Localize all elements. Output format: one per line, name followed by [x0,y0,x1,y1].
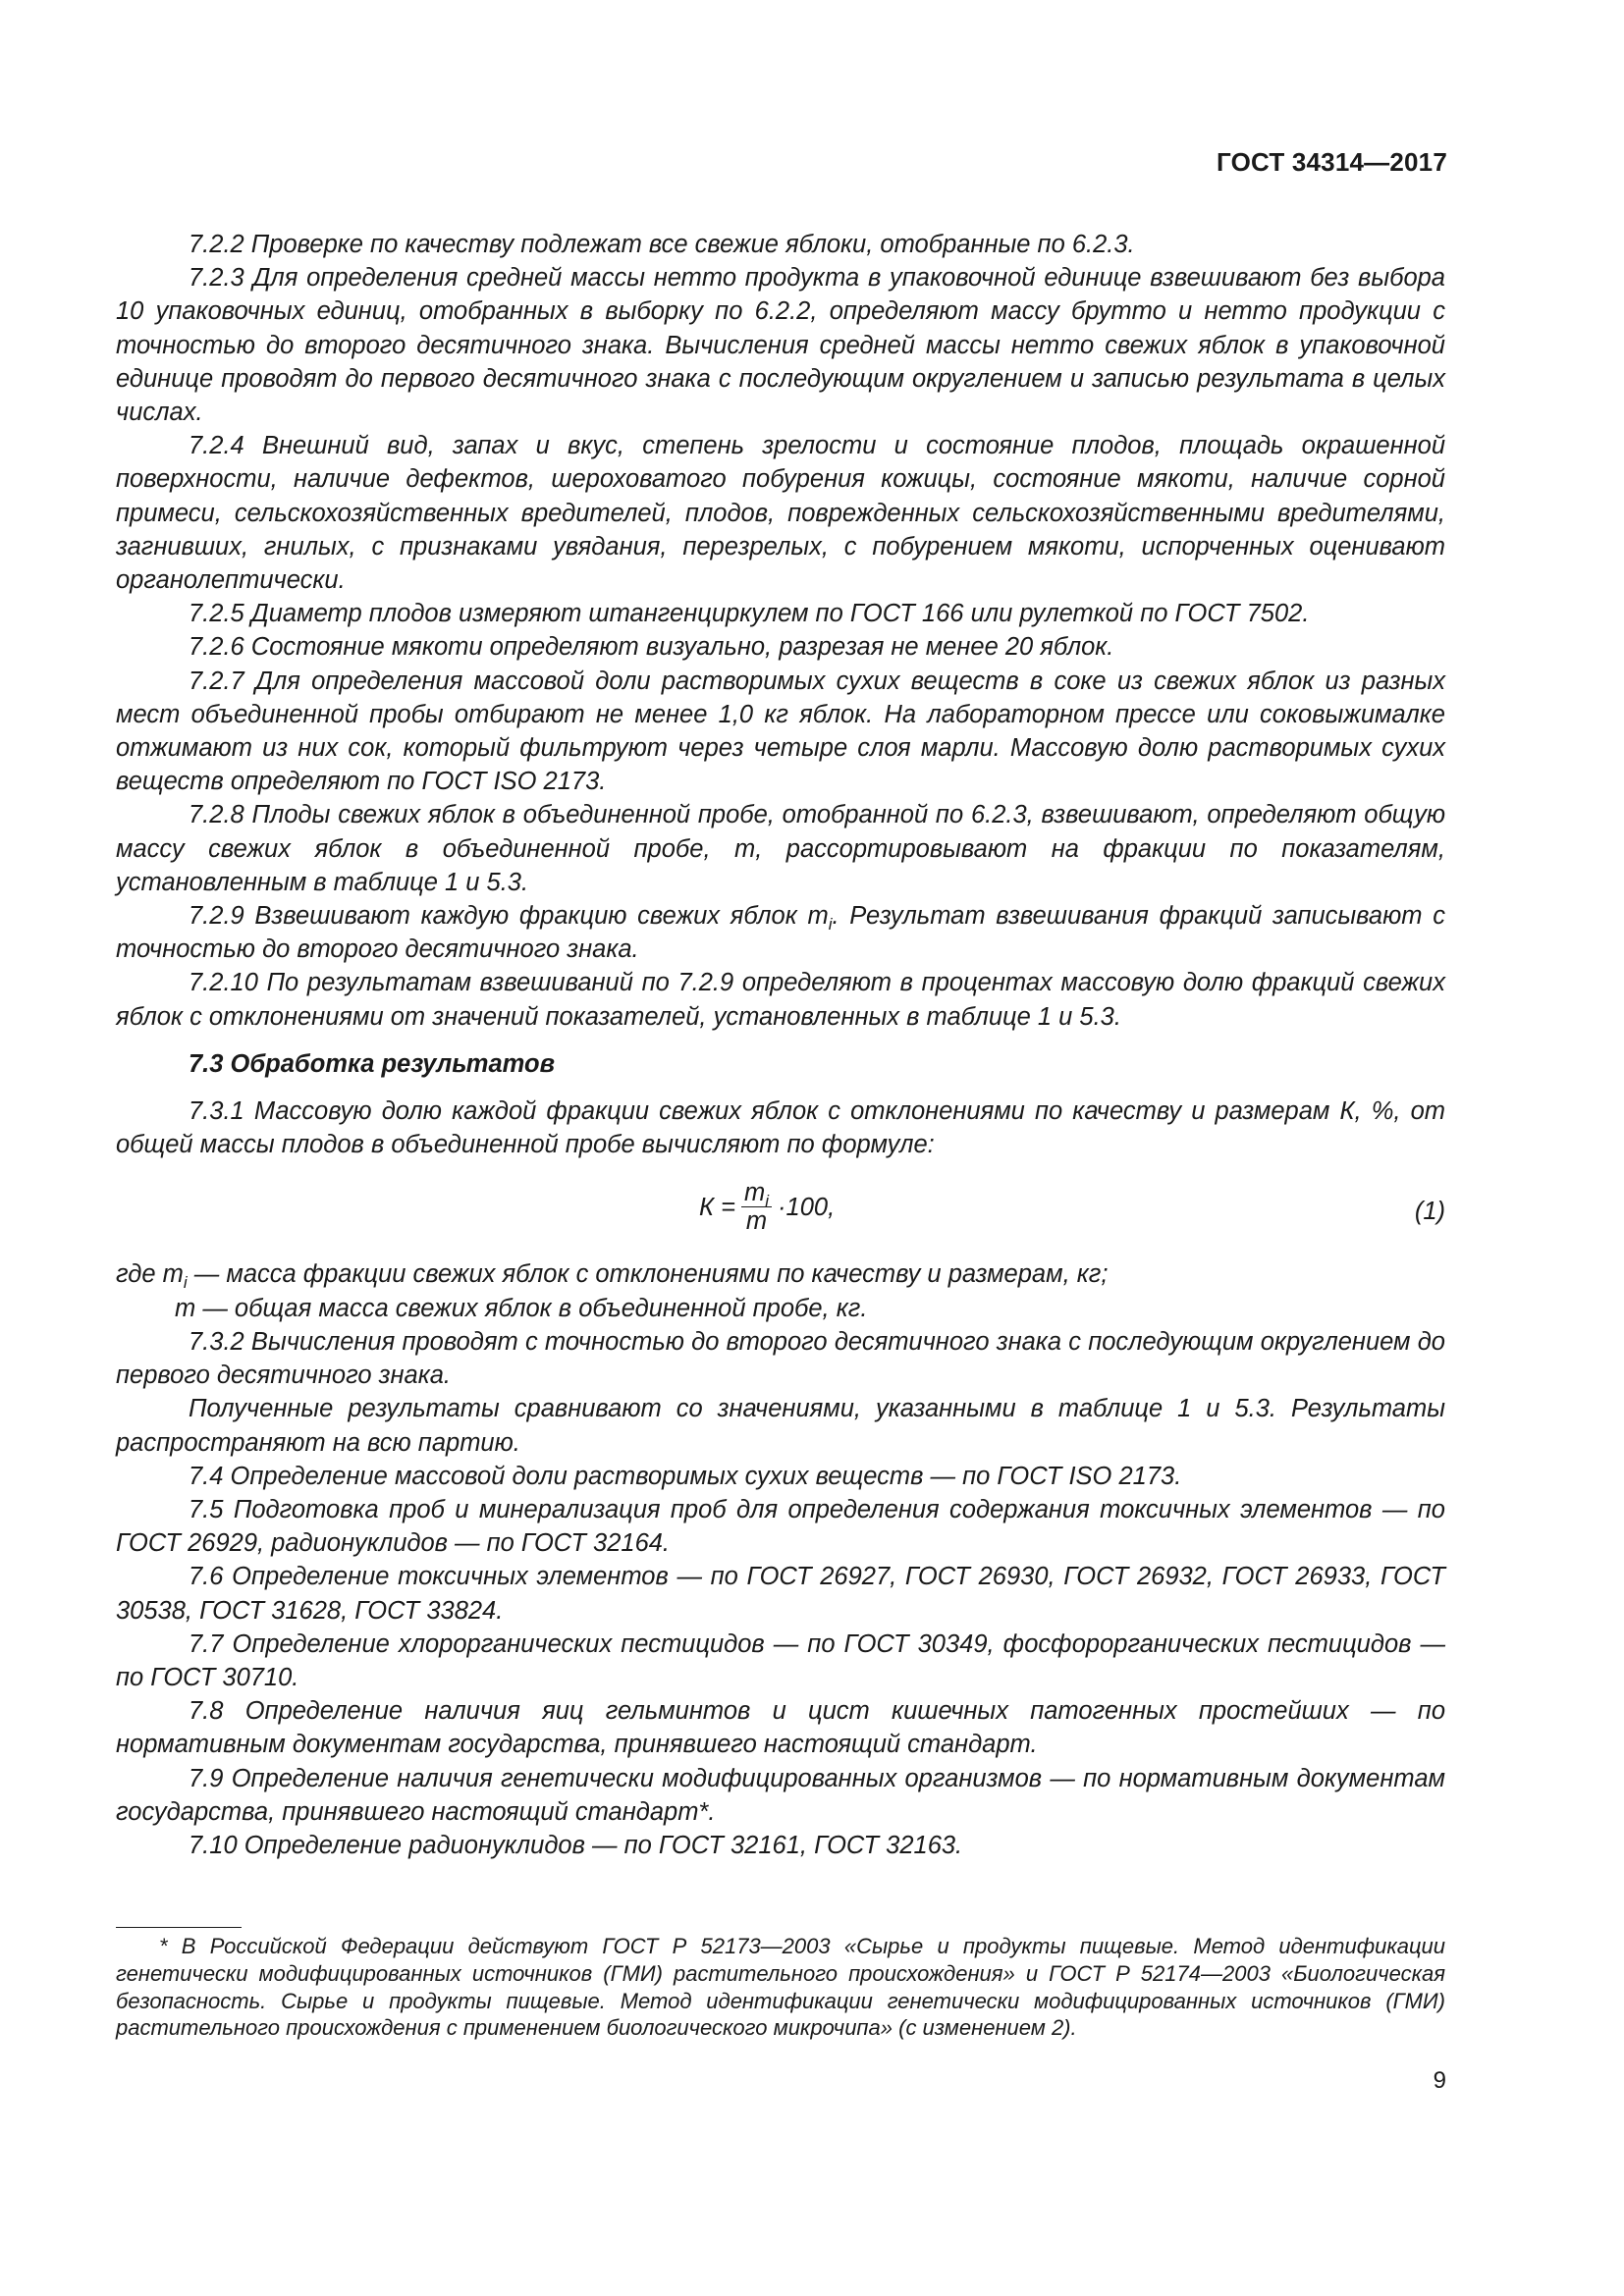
where-lead: где m [116,1260,184,1289]
document-body [116,228,1445,1862]
paragraph: 7.2.2 Проверке по качеству подлежат все свежие яблоки, отобранные по 6.2.3. [189,231,1135,258]
paragraph: 7.2.10 По результатам взвешиваний по 7.2.9 определяют в процентах массовую долю фракций свежих яблок с отклонениями от значений показателей, установленных в таблице 1 и 5.3. [116,969,1445,1031]
where-definition: — общая масса свежих яблок в объединенной пробе, кг. [195,1294,868,1322]
footnote-text: * В Российской Федерации действуют ГОСТ Р 52173—2003 «Сырье и продукты пищевые. Метод идентификации генетически модифицированных источников (ГМИ) растительного происхождения» и ГОСТ Р 52174—2003 «Биологическая безопасность. Сырье и продукты пищевые. Метод идентификации генетически модифицированных источников (ГМИ) растительного происхождения с применением биологического микрочипа» (с изменением 2). [116,1934,1445,2041]
numerator-symbol: m [744,1179,766,1207]
paragraph: 7.4 Определение массовой доли растворимых сухих веществ — по ГОСТ ISO 2173. [189,1462,1182,1490]
where-definition: — масса фракции свежих яблок с отклонениями по качеству и размерам, кг; [187,1260,1109,1289]
paragraph: 7.3.1 Массовую долю каждой фракции свежих яблок с отклонениями по качеству и размерам К, %, от общей массы плодов в объединенной пробе вычисляют по формуле: [116,1097,1445,1159]
paragraph: 7.6 Определение токсичных элементов — по ГОСТ 26927, ГОСТ 26930, ГОСТ 26932, ГОСТ 26933, ГОСТ 30538, ГОСТ 31628, ГОСТ 33824. [116,1563,1445,1625]
paragraph: 7.2.8 Плоды свежих яблок в объединенной пробе, отобранной по 6.2.3, взвешивают, определяют общую массу свежих яблок в объединенной пробе, m, рассортировывают на фракции по показателям, установленным в таблице 1 и 5.3. [116,801,1445,896]
numerator-subscript: i [765,1192,770,1211]
paragraph: 7.8 Определение наличия яиц гельминтов и цист кишечных патогенных простейших — по нормативным документам государства, принявшего настоящий стандарт. [116,1697,1445,1759]
where-line-1 [116,1257,1445,1291]
paragraph: 7.5 Подготовка проб и минерализация проб для определения содержания токсичных элементов — по ГОСТ 26929, радионуклидов — по ГОСТ 32164. [116,1495,1445,1558]
paragraph: 7.3.2 Вычисления проводят с точностью до второго десятичного знака с последующим округлением до первого десятичного знака. [116,1327,1445,1390]
formula-number: (1) [1414,1198,1445,1226]
paragraph: 7.2.5 Диаметр плодов измеряют штангенциркулем по ГОСТ 166 или рулеткой по ГОСТ 7502. [189,600,1310,628]
formula-block [116,1175,1445,1248]
formula-lhs: К = [699,1193,736,1221]
document-header: ГОСТ 34314—2017 [1217,147,1447,177]
paragraph: 7.2.7 Для определения массовой доли растворимых сухих веществ в соке из свежих яблок из разных мест объединенной пробы отбирают не менее 1,0 кг яблок. На лабораторном прессе или соковыжималке отжимают из них сок, который фильтруют через четыре слоя марли. Массовую долю растворимых сухих веществ определяют по ГОСТ ISO 2173. [116,667,1445,796]
paragraph-text: 7.2.9 Взвешивают каждую фракцию свежих яблок m [189,902,829,931]
paragraph: 7.7 Определение хлорорганических пестицидов — по ГОСТ 30349, фосфорорганических пестицидов — по ГОСТ 30710. [116,1629,1445,1691]
formula-fraction [741,1179,772,1235]
paragraph: Полученные результаты сравнивают со значениями, указанными в таблице 1 и 5.3. Результаты распространяют на всю партию. [116,1395,1445,1457]
where-symbol: m [175,1294,196,1322]
paragraph: 7.2.4 Внешний вид, запах и вкус, степень зрелости и состояние плодов, площадь окрашенной поверхности, наличие дефектов, шероховатого побурения кожицы, состояние мякоти, наличие сорной примеси, сельскохозяйственных вредителей, плодов, поврежденных сельскохозяйственными вредителями, загнивших, гнилых, с признаками увядания, перезрелых, с побурением мякоти, испорченных оценивают органолептически. [116,432,1445,595]
footnote-divider [116,1927,242,1928]
paragraph-7-2-9 [116,899,1445,966]
footnote [116,1933,1445,2042]
section-heading: 7.3 Обработка результатов [189,1049,555,1078]
where-subscript: i [183,1273,188,1293]
subscript: i [828,915,833,934]
paragraph: 7.9 Определение наличия генетически модифицированных организмов — по нормативным документам государства, принявшего настоящий стандарт*. [116,1764,1445,1826]
formula-expression [699,1179,835,1235]
paragraph: 7.2.3 Для определения средней массы нетто продукта в упаковочной единице взвешивают без выбора 10 упаковочных единиц, отобранных в выборку по 6.2.2, определяют массу брутто и нетто продукции с точностью до второго десятичного знака. Вычисления средней массы нетто свежих яблок в упаковочной единице проводят до первого десятичного знака с последующим округлением и записью результата в целых числах. [116,264,1445,427]
formula-numerator [741,1179,772,1211]
paragraph: 7.10 Определение радионуклидов — по ГОСТ 32161, ГОСТ 32163. [189,1831,963,1859]
formula-denominator: m [745,1207,768,1236]
page-number: 9 [1433,2067,1446,2094]
formula-rhs: ·100, [778,1193,836,1221]
paragraph: 7.2.6 Состояние мякоти определяют визуально, разрезая не менее 20 яблок. [189,633,1114,662]
where-line-2 [116,1292,1445,1325]
paragraph-text: . Результат взвешивания фракций записывают с точностью до второго десятичного знака. [116,902,1445,964]
